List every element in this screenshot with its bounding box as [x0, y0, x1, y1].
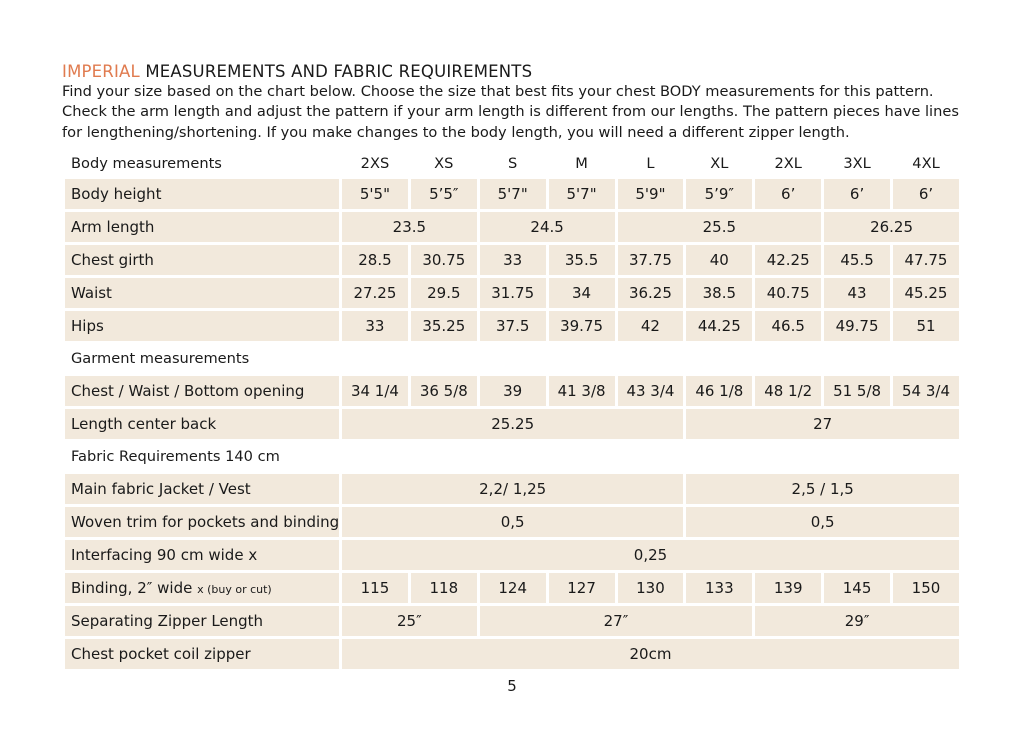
row-label: Arm length: [65, 212, 339, 242]
table-cell: 46 1/8: [686, 376, 752, 406]
table-cell: 42.25: [755, 245, 821, 275]
size-header: 2XL: [774, 154, 802, 172]
table-row: [65, 311, 959, 341]
table-cell: 25.5: [618, 212, 822, 242]
table-cell: 42: [618, 311, 684, 341]
table-cell: 27: [686, 409, 959, 439]
table-cell: 124: [480, 573, 546, 603]
intro-line: for lengthening/shortening. If you make changes to the body length, you will need a different zipper length.: [62, 123, 850, 141]
table-cell: 150: [893, 573, 959, 603]
intro-line: Check the arm length and adjust the pattern if your arm length is different from our lengths. The pattern pieces have lines: [62, 103, 959, 121]
table-cell: 33: [480, 245, 546, 275]
table-cell: 33: [342, 311, 408, 341]
title-rest: MEASUREMENTS AND FABRIC REQUIREMENTS: [139, 62, 533, 81]
table-cell: 39.75: [549, 311, 615, 341]
table-cell: 36.25: [618, 278, 684, 308]
table-cell: 130: [618, 573, 684, 603]
section-row: [65, 442, 959, 471]
table-cell: 34: [549, 278, 615, 308]
table-row: [65, 278, 959, 308]
table-cell: 26.25: [824, 212, 959, 242]
table-cell: 40.75: [755, 278, 821, 308]
table-cell: 139: [755, 573, 821, 603]
row-label-text: Main fabric: [71, 480, 159, 498]
table-row: [65, 639, 959, 669]
table-cell: 5'9": [618, 179, 684, 209]
table-cell: 38.5: [686, 278, 752, 308]
table-cell: 28.5: [342, 245, 408, 275]
table-cell: 145: [824, 573, 890, 603]
title-accent: IMPERIAL: [62, 62, 140, 81]
table-cell: 24.5: [480, 212, 615, 242]
table-cell: 46.5: [755, 311, 821, 341]
table-cell: 6’: [893, 179, 959, 209]
table-cell: 49.75: [824, 311, 890, 341]
row-label-note: x (buy or cut): [197, 583, 272, 596]
table-cell: 51: [893, 311, 959, 341]
size-header: XS: [434, 154, 454, 172]
table-cell: 0,5: [686, 507, 959, 537]
table-cell: 2,5 / 1,5: [686, 474, 959, 504]
table-cell: 118: [411, 573, 477, 603]
table-cell: 115: [342, 573, 408, 603]
table-cell: 133: [686, 573, 752, 603]
row-label: Chest / Waist / Bottom opening: [65, 376, 339, 406]
size-header: XL: [710, 154, 729, 172]
table-cell: 44.25: [686, 311, 752, 341]
table-row: [65, 245, 959, 275]
table-cell: 31.75: [480, 278, 546, 308]
table-cell: 39: [480, 376, 546, 406]
intro-text: [62, 82, 982, 143]
size-header: M: [575, 154, 588, 172]
row-label: Woven trim for pockets and binding: [65, 507, 339, 537]
table-cell: 45.5: [824, 245, 890, 275]
table-cell: 35.25: [411, 311, 477, 341]
table-cell: 37.5: [480, 311, 546, 341]
table-row: [65, 573, 959, 603]
row-label: [65, 573, 339, 603]
table-cell: 0,5: [342, 507, 683, 537]
table-row: [65, 606, 959, 636]
table-cell: 20cm: [342, 639, 959, 669]
row-label-text: Binding, 2″ wide: [71, 579, 198, 597]
table-row: [65, 409, 959, 439]
table-cell: 45.25: [893, 278, 959, 308]
table-cell: 34 1/4: [342, 376, 408, 406]
table-row: [65, 179, 959, 209]
table-cell: 6’: [755, 179, 821, 209]
row-label: Hips: [65, 311, 339, 341]
size-chart-table: [62, 147, 962, 672]
size-header: S: [508, 154, 518, 172]
row-label: Waist: [65, 278, 339, 308]
table-cell: 23.5: [342, 212, 477, 242]
table-cell: 29″: [755, 606, 959, 636]
table-cell: 0,25: [342, 540, 959, 570]
table-cell: 36 5/8: [411, 376, 477, 406]
table-cell: 25.25: [342, 409, 683, 439]
table-cell: 43 3/4: [618, 376, 684, 406]
table-cell: 5’9″: [686, 179, 752, 209]
table-row: [65, 507, 959, 537]
table-row: [65, 376, 959, 406]
table-cell: 127: [549, 573, 615, 603]
table-cell: 6’: [824, 179, 890, 209]
table-cell: 35.5: [549, 245, 615, 275]
table-cell: 37.75: [618, 245, 684, 275]
table-cell: 2,2/ 1,25: [342, 474, 683, 504]
table-row: [65, 474, 959, 504]
table-cell: 51 5/8: [824, 376, 890, 406]
table-cell: 41 3/8: [549, 376, 615, 406]
table-row: [65, 212, 959, 242]
table-cell: 27″: [480, 606, 753, 636]
table-cell: 5’5″: [411, 179, 477, 209]
intro-line: Find your size based on the chart below. Choose the size that best fits your chest BODY measurements for this pattern.: [62, 83, 934, 100]
row-label: Chest girth: [65, 245, 339, 275]
table-cell: 25″: [342, 606, 477, 636]
row-label-emphasis: Jacket / Vest: [158, 480, 251, 498]
row-label: Separating Zipper Length: [65, 606, 339, 636]
table-row: [65, 540, 959, 570]
row-label: Interfacing 90 cm wide x: [65, 540, 339, 570]
page-number: 5: [507, 677, 517, 695]
table-cell: 5'5": [342, 179, 408, 209]
section-row: [65, 344, 959, 373]
section-heading: Garment measurements: [71, 350, 250, 367]
table-cell: 30.75: [411, 245, 477, 275]
table-cell: 27.25: [342, 278, 408, 308]
table-cell: 40: [686, 245, 752, 275]
size-header: 4XL: [912, 154, 940, 172]
page-title: [62, 62, 532, 81]
row-label: [65, 474, 339, 504]
table-cell: 47.75: [893, 245, 959, 275]
table-cell: 29.5: [411, 278, 477, 308]
table-cell: 43: [824, 278, 890, 308]
row-label: Chest pocket coil zipper: [65, 639, 339, 669]
size-header: 3XL: [843, 154, 871, 172]
size-header: 2XS: [360, 154, 390, 172]
row-label: Body height: [65, 179, 339, 209]
table-cell: 5'7": [480, 179, 546, 209]
size-header: L: [646, 154, 655, 172]
table-cell: 54 3/4: [893, 376, 959, 406]
header-row: [65, 150, 959, 176]
section-heading: Fabric Requirements 140 cm: [71, 448, 280, 465]
header-label: Body measurements: [71, 154, 222, 172]
row-label: Length center back: [65, 409, 339, 439]
table-cell: 5'7": [549, 179, 615, 209]
table-cell: 48 1/2: [755, 376, 821, 406]
